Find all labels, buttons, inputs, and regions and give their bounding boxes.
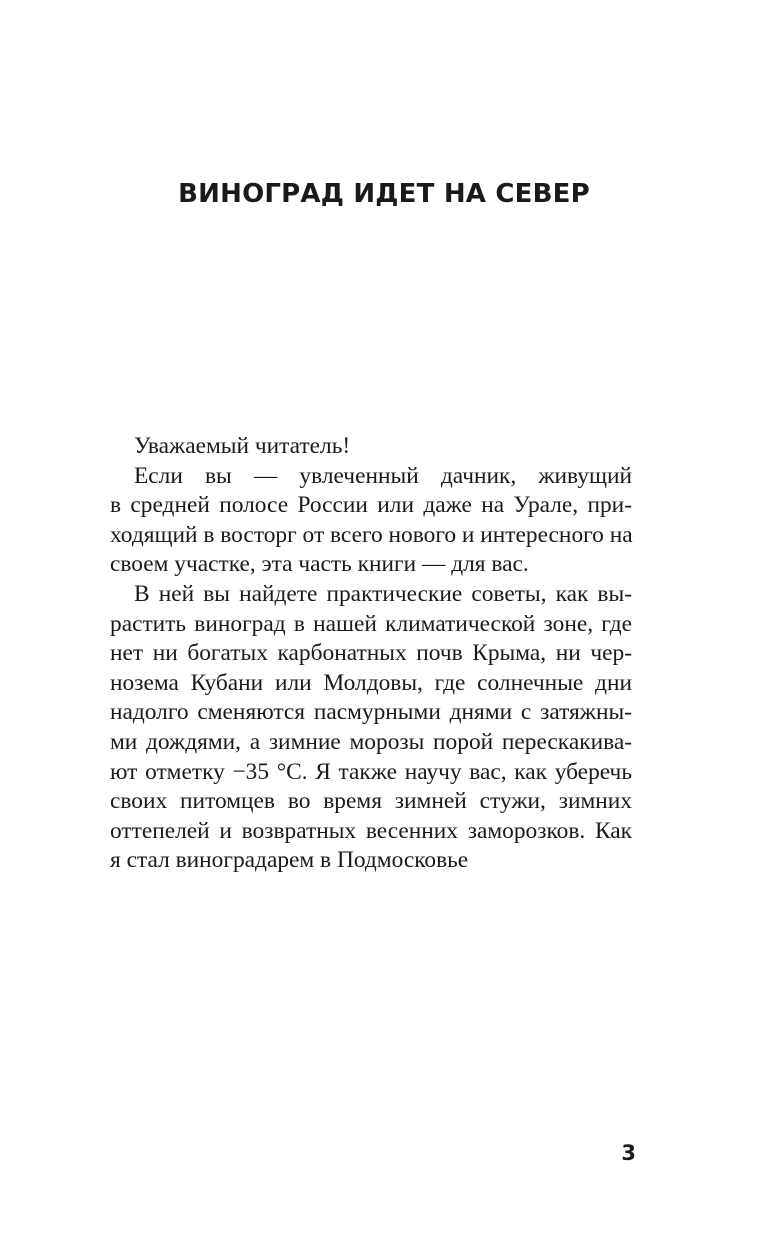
text-line: я стал виноградарем в Подмосковье: [110, 847, 469, 874]
text-line: своем участке, эта часть книги — для вас.: [110, 551, 529, 578]
body-text: [110, 432, 632, 876]
text-line: надолго сменяются пасмурными днями с затяжны-: [110, 699, 632, 726]
text-line: ходящий в восторг от всего нового и интересного на: [110, 521, 633, 548]
page-number: 3: [621, 1141, 636, 1165]
text-line: в средней полосе России или даже на Урале, при-: [110, 492, 632, 519]
text-line: В ней вы найдете практические советы, как вы-: [134, 580, 632, 607]
text-line: своих питомцев во время зимней стужи, зимних: [110, 788, 632, 815]
text-line: нозема Кубани или Молдовы, где солнечные дни: [110, 669, 632, 696]
text-line: Если вы — увлеченный дачник, живущий: [134, 462, 632, 489]
greeting-line: Уважаемый читатель!: [134, 433, 351, 459]
text-line: оттепелей и возвратных весенних заморозков. Как: [110, 817, 632, 844]
paragraph-1: [110, 462, 632, 580]
text-line: ют отметку −35 °С. Я также научу вас, как уберечь: [110, 758, 632, 785]
chapter-title: ВИНОГРАД ИДЕТ НА СЕВЕР: [178, 179, 590, 209]
text-line: нет ни богатых карбонатных почв Крыма, ни чер-: [110, 640, 632, 667]
greeting-paragraph: [110, 432, 632, 462]
text-line: растить виноград в нашей климатической зоне, где: [110, 610, 632, 637]
text-line: ми дождями, а зимние морозы порой перескакива-: [110, 728, 632, 755]
paragraph-2: [110, 580, 632, 876]
